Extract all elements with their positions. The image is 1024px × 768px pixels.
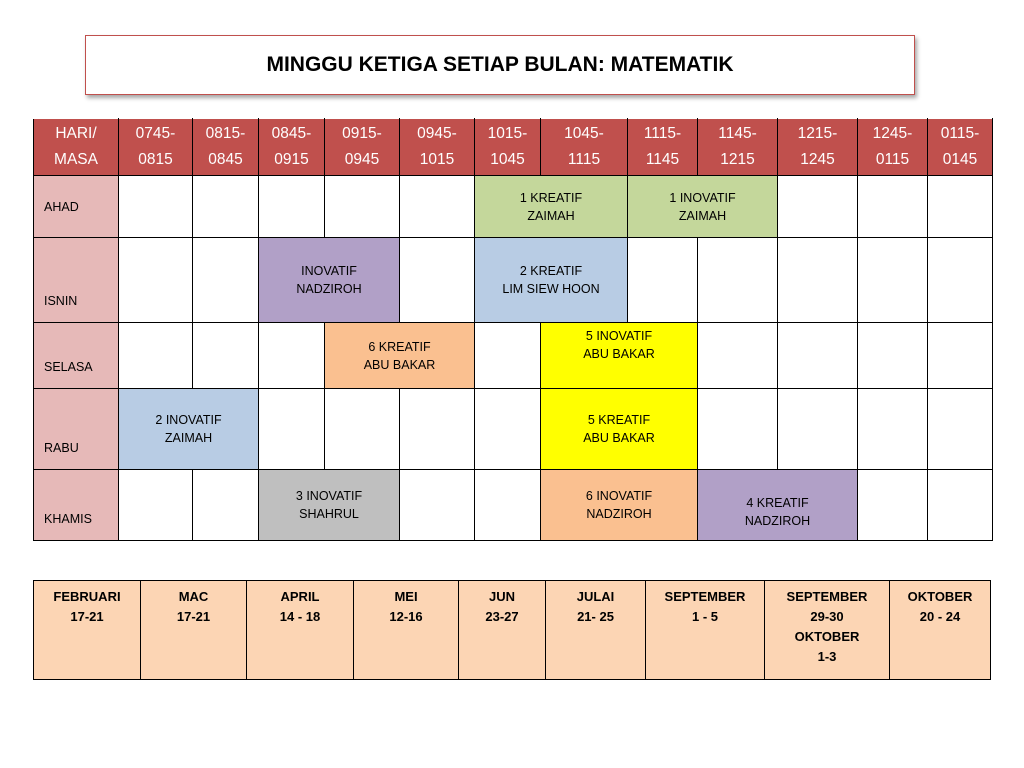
date-cell: APRIL 14 - 18: [247, 581, 354, 680]
time-slot-header: 1145- 1215: [698, 119, 778, 176]
empty-slot: [858, 176, 928, 238]
date-cell: OKTOBER 20 - 24: [890, 581, 991, 680]
date-cell: MEI 12-16: [354, 581, 459, 680]
day-row-rabu: [34, 389, 993, 470]
time-slot-header: 0115- 0145: [928, 119, 993, 176]
empty-slot: [698, 389, 778, 470]
day-label: RABU: [34, 389, 119, 470]
empty-slot: [193, 323, 259, 389]
session-cell: 1 KREATIF ZAIMAH: [475, 176, 628, 238]
empty-slot: [778, 176, 858, 238]
session-cell: INOVATIF NADZIROH: [259, 238, 400, 323]
day-row-isnin: [34, 238, 993, 323]
empty-slot: [858, 323, 928, 389]
page-title: MINGGU KETIGA SETIAP BULAN: MATEMATIK: [85, 35, 915, 95]
empty-slot: [858, 238, 928, 323]
empty-slot: [193, 470, 259, 541]
date-cell: FEBRUARI 17-21: [34, 581, 141, 680]
session-cell: 2 KREATIF LIM SIEW HOON: [475, 238, 628, 323]
empty-slot: [400, 470, 475, 541]
date-cell: MAC 17-21: [141, 581, 247, 680]
empty-slot: [400, 176, 475, 238]
empty-slot: [698, 323, 778, 389]
empty-slot: [193, 176, 259, 238]
session-cell: 6 KREATIF ABU BAKAR: [325, 323, 475, 389]
empty-slot: [325, 176, 400, 238]
empty-slot: [400, 238, 475, 323]
time-slot-header: 1115- 1145: [628, 119, 698, 176]
empty-slot: [325, 389, 400, 470]
day-row-selasa: [34, 323, 993, 389]
date-cell: SEPTEMBER 29-30 OKTOBER 1-3: [765, 581, 890, 680]
day-row-ahad: [34, 176, 993, 238]
timetable: [33, 118, 993, 541]
time-slot-header: 0945- 1015: [400, 119, 475, 176]
date-cell: JUN 23-27: [459, 581, 546, 680]
session-cell: 5 KREATIF ABU BAKAR: [541, 389, 698, 470]
time-slot-header: 0815- 0845: [193, 119, 259, 176]
session-cell: 2 INOVATIF ZAIMAH: [119, 389, 259, 470]
empty-slot: [193, 238, 259, 323]
empty-slot: [928, 323, 993, 389]
session-cell: 5 INOVATIF ABU BAKAR: [541, 323, 698, 389]
time-slot-header: 1015- 1045: [475, 119, 541, 176]
time-slot-header: 0915- 0945: [325, 119, 400, 176]
day-row-khamis: [34, 470, 993, 541]
date-cell: SEPTEMBER 1 - 5: [646, 581, 765, 680]
day-label: ISNIN: [34, 238, 119, 323]
empty-slot: [778, 238, 858, 323]
time-slot-header: 1245- 0115: [858, 119, 928, 176]
empty-slot: [928, 389, 993, 470]
week-dates-table: [33, 580, 991, 680]
time-slot-header: 1045- 1115: [541, 119, 628, 176]
dates-row: [34, 581, 991, 680]
empty-slot: [778, 389, 858, 470]
empty-slot: [475, 470, 541, 541]
date-cell: JULAI 21- 25: [546, 581, 646, 680]
empty-slot: [400, 389, 475, 470]
empty-slot: [858, 389, 928, 470]
empty-slot: [698, 238, 778, 323]
day-label: SELASA: [34, 323, 119, 389]
session-cell: 4 KREATIF NADZIROH: [698, 470, 858, 541]
header-row: [34, 119, 993, 176]
empty-slot: [259, 389, 325, 470]
time-slot-header: 0845- 0915: [259, 119, 325, 176]
day-label: AHAD: [34, 176, 119, 238]
empty-slot: [475, 323, 541, 389]
session-cell: 6 INOVATIF NADZIROH: [541, 470, 698, 541]
empty-slot: [119, 176, 193, 238]
time-slot-header: 1215- 1245: [778, 119, 858, 176]
header-day-time: HARI/ MASA: [34, 119, 119, 176]
empty-slot: [259, 176, 325, 238]
empty-slot: [119, 238, 193, 323]
session-cell: 1 INOVATIF ZAIMAH: [628, 176, 778, 238]
session-cell: 3 INOVATIF SHAHRUL: [259, 470, 400, 541]
day-label: KHAMIS: [34, 470, 119, 541]
empty-slot: [928, 238, 993, 323]
time-slot-header: 0745- 0815: [119, 119, 193, 176]
empty-slot: [628, 238, 698, 323]
empty-slot: [475, 389, 541, 470]
empty-slot: [928, 176, 993, 238]
empty-slot: [928, 470, 993, 541]
empty-slot: [259, 323, 325, 389]
empty-slot: [119, 470, 193, 541]
empty-slot: [858, 470, 928, 541]
empty-slot: [778, 323, 858, 389]
empty-slot: [119, 323, 193, 389]
